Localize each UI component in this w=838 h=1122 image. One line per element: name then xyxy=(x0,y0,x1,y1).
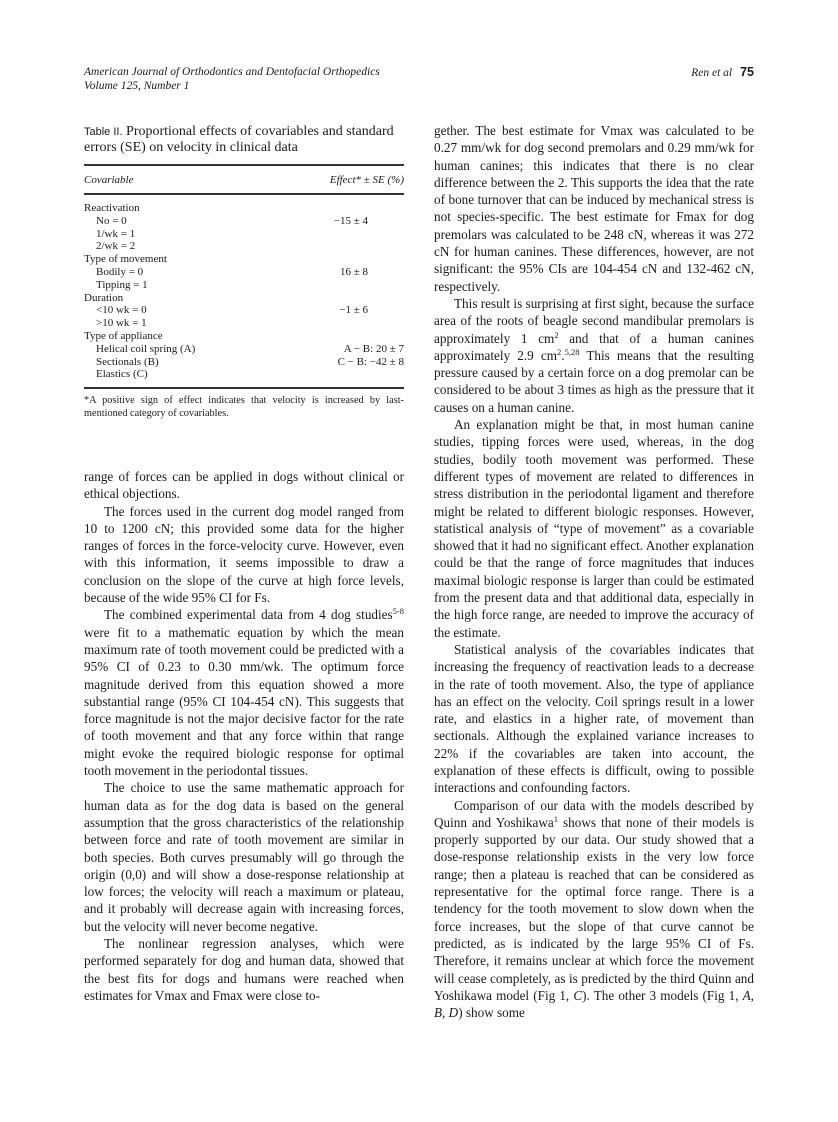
paragraph: The choice to use the same mathematic approach for human data as for the dog data is based on the general assumption that the gross characteristics of the relationship between force and rate of tooth movement are similar in both species. Both curves presumably will go through the origin (0,0) and will show a dose-response relationship at low forces; the velocity will reach a maximum or plateau, and it probably will decrease again with increasing forces, but the velocity will never become negative. xyxy=(84,780,404,934)
citation: 5,28 xyxy=(564,346,580,357)
journal-volume: Volume 125, Number 1 xyxy=(84,80,190,92)
citation: 1 xyxy=(553,813,558,824)
table-ii xyxy=(84,124,404,420)
page-number: 75 xyxy=(740,65,754,79)
table-header-row xyxy=(84,166,404,193)
table-row: Duration xyxy=(84,291,124,304)
running-header-page xyxy=(691,65,754,80)
table-row: Bodily = 0 16 ± 8 xyxy=(96,265,368,278)
table-body xyxy=(84,195,404,387)
table-row: Type of movement xyxy=(84,253,167,266)
table-row: Elastics (C) xyxy=(96,368,148,381)
paragraph: This result is surprising at first sight, because the surface area of the roots of beagle second mandibular premolars is approximately 1 $cm^2$ and that of a human canines approximately 2.9 $cm^2.^{5,28}$ This means that the resulting pressure caused by a certain force on a dog premolar can be considered to be about 3 times as high as the pressure that it causes on a human canine. xyxy=(434,295,755,415)
right-column-body xyxy=(434,122,754,1021)
column-header-effect: Effect* ± SE (%) xyxy=(329,174,404,186)
paragraph: The combined experimental data from 4 dog studies$^{5-8}$ were fit to a mathematic equation by which the mean maximum rate of tooth movement could be predicted with a 95% CI of 0.23 to 0.30 mm/wk. The optimum force magnitude derived from this equation showed a more substantial range (95% CI 104-454 cN). This suggests that force magnitude is not the major decisive factor for the rate of tooth movement and that any force within that range might evoke the required biologic response for optimal tooth movement in the periodontal tissues. xyxy=(84,606,404,779)
table-row: Helical coil spring (A) A − B: 20 ± 7 xyxy=(96,342,404,355)
paragraph: The forces used in the current dog model ranged from 10 to 1200 cN; this provided some data for the higher ranges of forces in the force-velocity curve. However, even with this information, it seems impossible to draw a conclusion on the slope of the curve at high force levels, because of the wide 95% CI for Fs. xyxy=(84,503,404,606)
table-row: Type of appliance xyxy=(84,329,163,342)
table-row: No = 0 −15 ± 4 xyxy=(96,214,368,227)
table-row: Sectionals (B) C − B: −42 ± 8 xyxy=(96,355,404,368)
table-row: <10 wk = 0 −1 ± 6 xyxy=(96,304,368,317)
table-row: 2/wk = 2 xyxy=(96,240,136,253)
paragraph: An explanation might be that, in most human canine studies, tipping forces were used, whereas, in the dog studies, bodily tooth movement was performed. These different types of movement are related to differences in stress distribution in the periodontal ligament and therefore might be related to different biologic responses. However, statistical analysis of “type of movement” as a covariable showed that it had no significant effect. Another explanation could be that the range of force magnitudes that induces maximal biologic response is larger than could be estimated from the present data and that additional data, especially in the high force range, are needed to improve the accuracy of the estimate. xyxy=(434,417,754,640)
citation: 5-8 xyxy=(392,606,404,617)
left-column-body xyxy=(84,468,404,1004)
running-header-journal xyxy=(84,65,380,93)
table-row: >10 wk = 1 xyxy=(96,317,147,330)
table-row: Reactivation xyxy=(84,202,140,214)
journal-title: American Journal of Orthodontics and Dentofacial Orthopedics xyxy=(84,66,380,78)
table-label: Table II. xyxy=(84,126,123,138)
column-header-covariable: Covariable xyxy=(84,174,134,186)
paragraph: Comparison of our data with the models described by Quinn and Yoshikawa$^1$ shows that none of their models is properly supported by our data. Our study showed that a dose-response relationship exists in the very low force range; then a plateau is reached that can be considered as representative for the optimal force range. There is a tendency for the tooth movement to slow down when the force increases, but the slope of that curve cannot be predicted, as is indicated by the large 95% CI of Fs. Therefore, it remains unclear at which force the movement will cease completely, as is predicted by the third Quinn and Yoshikawa model (Fig 1, C). The other 3 models (Fig 1, A, B, D) show some xyxy=(434,797,754,1021)
paragraph: gether. The best estimate for Vmax was calculated to be 0.27 mm/wk for dog second premolars and 0.29 mm/wk for human canines; this indicates that there is no clear difference between the 2. This supports the idea that the rate of bone turnover that can be induced by mechanical stress is not species-specific. The best estimate for Fmax for dog premolars was calculated to be 248 cN, whereas it was 272 cN for human canines. These differences, however, are not significant: the 95% CIs are 104-454 cN and 132-462 cN, respectively. xyxy=(434,123,754,294)
paragraph: The nonlinear regression analyses, which were performed separately for dog and human data, showed that the best fits for dogs and humans were reached when estimates for Vmax and Fmax were close to- xyxy=(84,936,404,1003)
table-caption-text: Proportional effects of covariables and standard errors (SE) on velocity in clinical data xyxy=(84,124,394,155)
table-footnote: *A positive sign of effect indicates that velocity is increased by last-mentioned category of covariables. xyxy=(84,395,404,419)
table-row: 1/wk = 1 xyxy=(96,227,136,240)
table-row: Tipping = 1 xyxy=(96,278,148,291)
author-short: Ren et al xyxy=(691,67,733,79)
paragraph: Statistical analysis of the covariables indicates that increasing the frequency of reactivation leads to a decrease in the rate of tooth movement. Also, the type of appliance has an effect on the velocity. Coil springs result in a lower rate, and elastics in a higher rate, of movement than sectionals. Although the explained variance increases to 22% if the covariables are taken into account, the explanation of these effects is difficult, owing to possible interactions and confounding factors. xyxy=(434,641,754,796)
paragraph: range of forces can be applied in dogs without clinical or ethical objections. xyxy=(84,469,404,502)
table-caption xyxy=(84,124,404,156)
